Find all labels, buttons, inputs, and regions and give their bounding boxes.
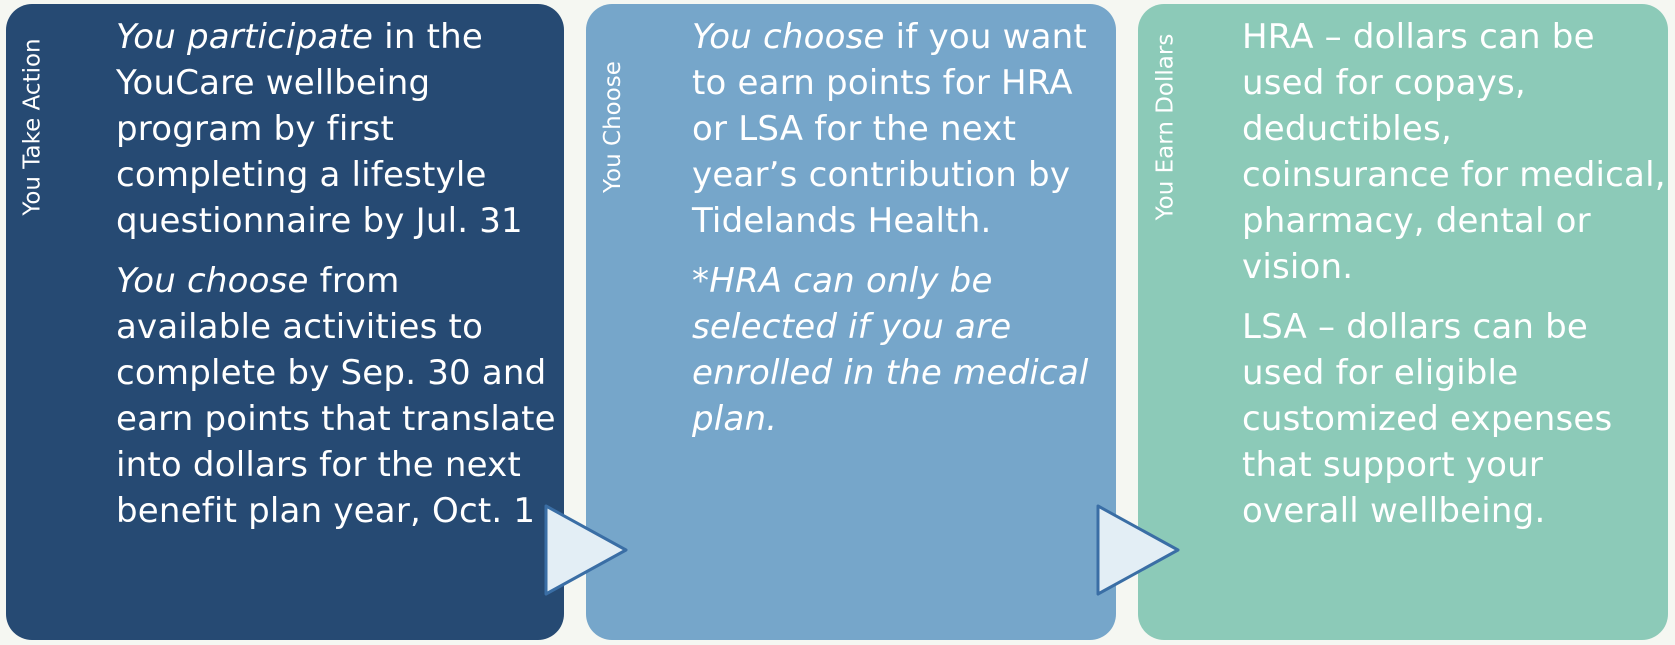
paragraph-lead: You choose — [116, 261, 309, 301]
paragraph-text: from available activities to complete by Sep. 30 and earn points that translate into dollars for the next benefit plan year, Oct. 1 — [116, 261, 556, 531]
step-panel-choose — [586, 4, 1116, 640]
paragraph-lead: You participate — [116, 17, 374, 57]
side-label — [1140, 12, 1190, 242]
right-arrow-icon — [1094, 500, 1184, 600]
footnote: *HRA can only be selected if you are enrolled in the medical plan. — [692, 261, 1089, 439]
paragraph-text: in the YouCare wellbeing program by first completing a lifestyle questionnaire by Jul. 31 — [116, 17, 523, 241]
side-label-text: You Take Action — [20, 38, 47, 216]
paragraph: HRA – dollars can be used for copays, deductibles, coinsurance for medical, pharmacy, dental or vision. — [1242, 17, 1666, 287]
arrow-shape — [546, 506, 626, 594]
side-label-text: You Earn Dollars — [1152, 33, 1178, 221]
panel-content — [116, 14, 556, 548]
side-label-text: You Choose — [600, 61, 626, 193]
paragraph-lead: You choose — [692, 17, 885, 57]
step-panel-take-action — [6, 4, 564, 640]
side-label — [588, 12, 638, 242]
paragraph — [116, 258, 556, 534]
side-label — [8, 12, 58, 242]
paragraph — [692, 14, 1112, 244]
paragraph-text: if you want to earn points for HRA or LSA for the next year’s contribution by Tidelands Health. — [692, 17, 1087, 241]
paragraph — [116, 14, 556, 244]
paragraph: LSA – dollars can be used for eligible customized expenses that support your overall wellbeing. — [1242, 307, 1613, 531]
panel-content — [1242, 14, 1666, 548]
arrow-shape — [1098, 506, 1178, 594]
right-arrow-icon — [542, 500, 632, 600]
step-panel-earn-dollars — [1138, 4, 1668, 640]
panel-content — [692, 14, 1112, 456]
